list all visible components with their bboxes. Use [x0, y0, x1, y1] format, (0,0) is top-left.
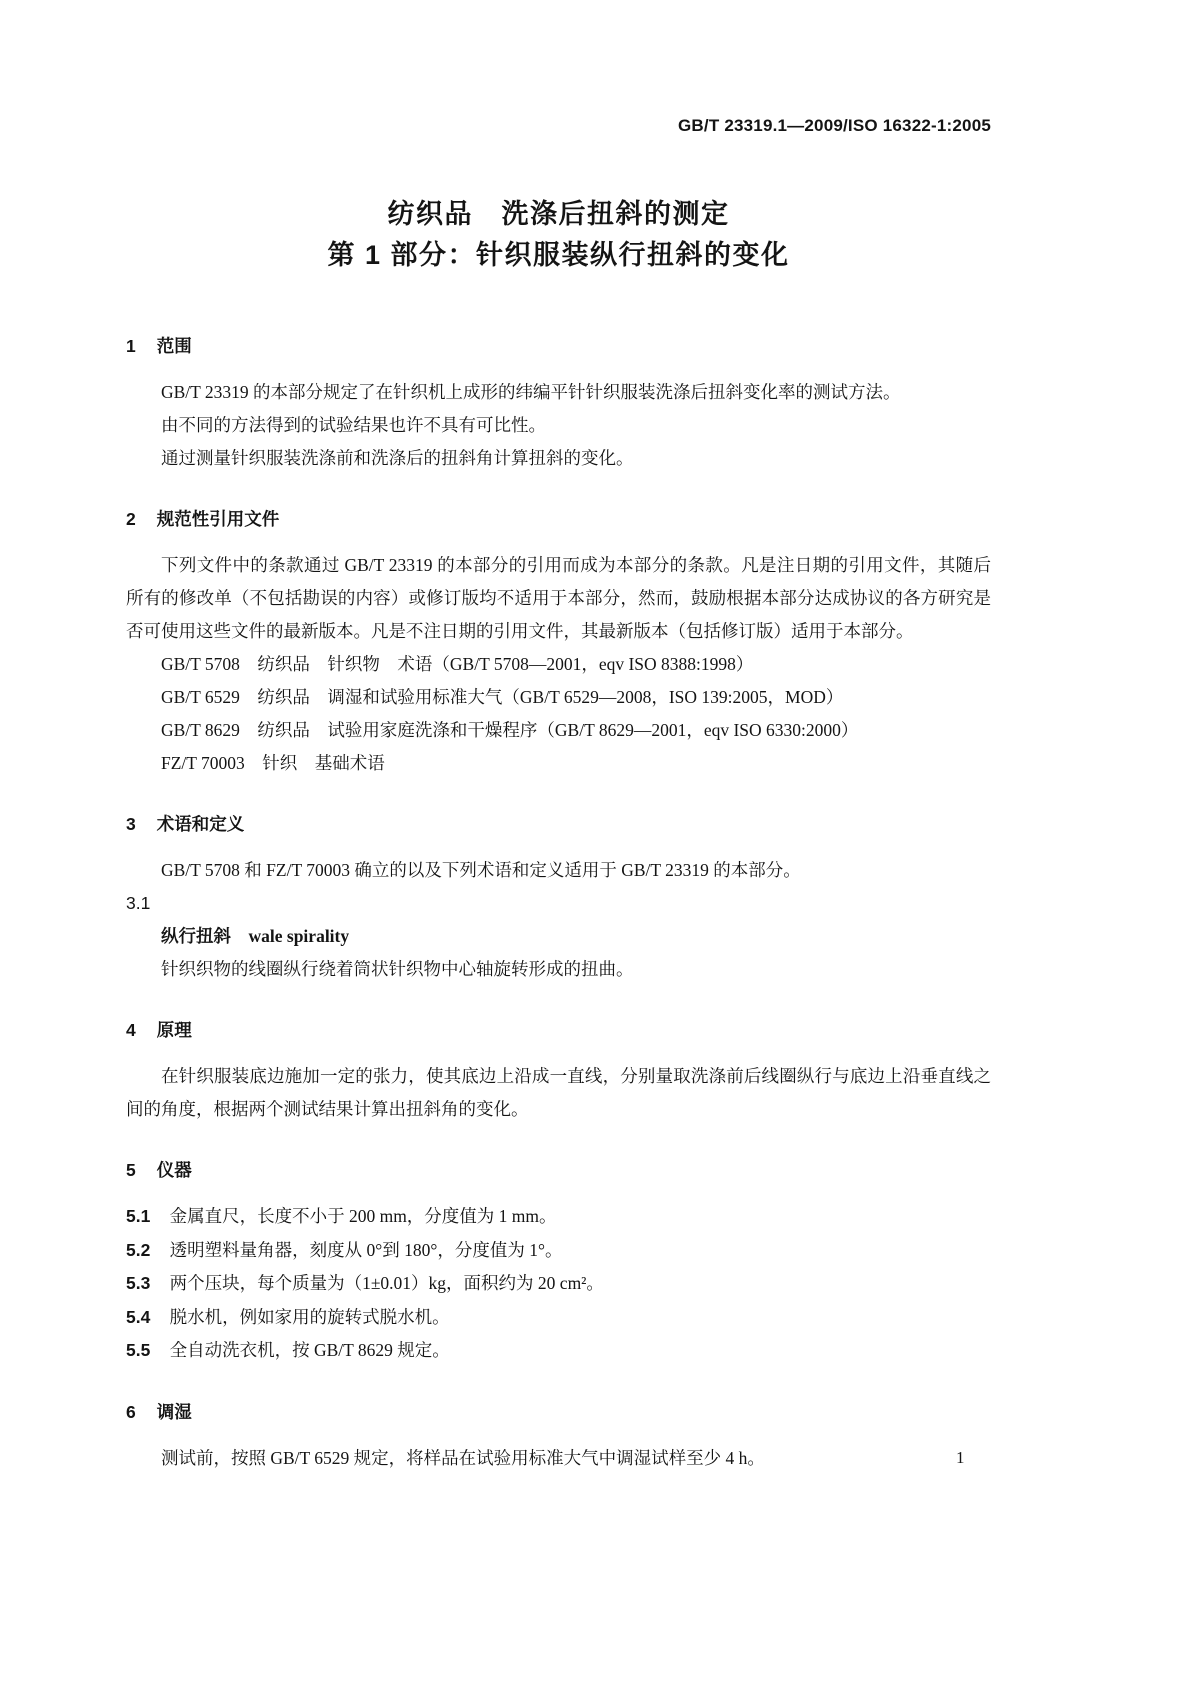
section-6-number: 6	[126, 1401, 136, 1422]
section-2-heading	[126, 507, 991, 531]
document-title-line-2: 第 1 部分：针织服装纵行扭斜的变化	[327, 240, 790, 270]
page-number: 1	[956, 1448, 965, 1467]
clause-5-1-text: 金属直尺，长度不小于 200 mm，分度值为 1 mm。	[169, 1206, 557, 1226]
clause-5-5	[126, 1334, 991, 1368]
section-3-paragraph-1: GB/T 5708 和 FZ/T 70003 确立的以及下列术语和定义适用于 GB/T 23319 的本部分。	[161, 860, 801, 880]
clause-5-2-text: 透明塑料量角器，刻度从 0°到 180°，分度值为 1°。	[169, 1239, 563, 1260]
section-2-paragraph-1: 下列文件中的条款通过 GB/T 23319 的本部分的引用而成为本部分的条款。凡是注日期的引用文件，其随后所有的修改单（不包括勘误的内容）或修订版均不适用于本部分，然而，鼓励根据本部分达成协议的各方研究是否可使用这些文件的最新版本。凡是不注日期的引用文件，其最新版本（包括修订版）适用于本部分。	[126, 555, 991, 641]
clause-3-1-number: 3.1	[126, 893, 151, 913]
clause-5-3-text: 两个压块，每个质量为（1±0.01）kg，面积约为 20 cm²。	[169, 1273, 604, 1293]
clause-5-2-number: 5.2	[126, 1239, 151, 1260]
term-chinese: 纵行扭斜	[161, 926, 231, 946]
normative-reference: GB/T 8629 纺织品 试验用家庭洗涤和干燥程序（GB/T 8629—2001，eqv ISO 6330:2000）	[161, 720, 859, 740]
section-1-number: 1	[126, 336, 136, 356]
clause-5-1-number: 5.1	[126, 1206, 151, 1226]
section-1-paragraph-3: 通过测量针织服装洗涤前和洗涤后的扭斜角计算扭斜的变化。	[161, 448, 634, 468]
clause-5-5-number: 5.5	[126, 1340, 151, 1360]
section-1-title: 范围	[156, 336, 192, 356]
document-title-line-1: 纺织品 洗涤后扭斜的测定	[387, 199, 730, 229]
standard-code: GB/T 23319.1—2009/ISO 16322-1:2005	[678, 116, 991, 135]
clause-5-4-text: 脱水机，例如家用的旋转式脱水机。	[169, 1306, 450, 1327]
clause-5-5-text: 全自动洗衣机，按 GB/T 8629 规定。	[169, 1340, 450, 1360]
section-6-title: 调湿	[156, 1401, 192, 1422]
document-title	[126, 194, 991, 276]
clause-5-4	[126, 1301, 991, 1335]
section-3-title: 术语和定义	[156, 814, 245, 834]
section-6-paragraph-1: 测试前，按照 GB/T 6529 规定，将样品在试验用标准大气中调湿试样至少 4 h。	[161, 1447, 765, 1468]
section-1-paragraph-2: 由不同的方法得到的试验结果也许不具有可比性。	[161, 415, 546, 435]
section-2-number: 2	[126, 509, 136, 529]
section-3-number: 3	[126, 814, 136, 834]
normative-reference: FZ/T 70003 针织 基础术语	[161, 753, 385, 773]
normative-reference: GB/T 5708 纺织品 针织物 术语（GB/T 5708—2001，eqv ISO 8388:1998）	[161, 654, 754, 674]
section-3-heading	[126, 812, 991, 836]
term-english: wale spirality	[248, 926, 350, 946]
section-5-number: 5	[126, 1160, 136, 1180]
section-4-title: 原理	[156, 1020, 192, 1040]
clause-5-3	[126, 1267, 991, 1301]
clause-5-1	[126, 1200, 991, 1234]
section-6-heading	[126, 1400, 991, 1424]
clause-5-3-number: 5.3	[126, 1273, 151, 1293]
section-2-title: 规范性引用文件	[156, 509, 280, 529]
section-5-title: 仪器	[156, 1160, 192, 1180]
section-5-heading	[126, 1158, 991, 1182]
term-definition: 针织织物的线圈纵行绕着筒状针织物中心轴旋转形成的扭曲。	[161, 959, 634, 979]
clause-5-2	[126, 1234, 991, 1268]
section-1-heading	[126, 334, 991, 358]
section-1-paragraph-1: GB/T 23319 的本部分规定了在针织机上成形的纬编平针针织服装洗涤后扭斜变化率的测试方法。	[161, 382, 901, 402]
section-4-heading	[126, 1018, 991, 1042]
clause-5-4-number: 5.4	[126, 1306, 151, 1327]
section-4-paragraph-1: 在针织服装底边施加一定的张力，使其底边上沿成一直线，分别量取洗涤前后线圈纵行与底边上沿垂直线之间的角度，根据两个测试结果计算出扭斜角的变化。	[126, 1066, 991, 1119]
section-4-number: 4	[126, 1020, 136, 1040]
term-entry	[126, 920, 991, 953]
normative-reference: GB/T 6529 纺织品 调湿和试验用标准大气（GB/T 6529—2008，ISO 139:2005，MOD）	[161, 687, 844, 707]
